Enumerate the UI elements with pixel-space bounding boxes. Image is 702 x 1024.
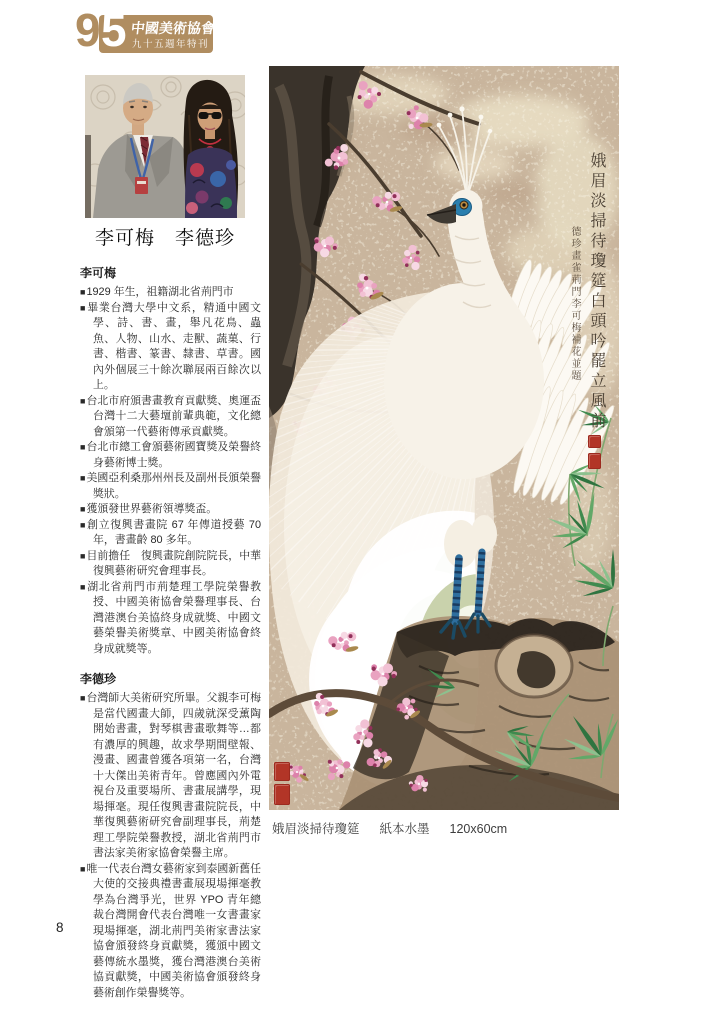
bullet-icon: ■ <box>80 693 86 703</box>
bio-item <box>80 580 261 658</box>
masthead-org-name: 中國美術協會 <box>130 22 216 37</box>
bio-item <box>80 549 261 580</box>
artist-seal <box>588 435 601 448</box>
artwork-caption <box>272 819 507 837</box>
bullet-icon: ■ <box>80 473 86 483</box>
bio-item <box>80 440 261 471</box>
bio-sections <box>80 264 261 1001</box>
bio-item-text: 獲頒發世界藝術領導獎盃。 <box>86 503 218 515</box>
bio-item <box>80 691 261 862</box>
bio-item <box>80 285 261 301</box>
bullet-icon: ■ <box>80 581 87 592</box>
bio-item <box>80 502 261 518</box>
bio-item-text: 台北市府頒書畫教育貢獻獎、奧運盃台灣十二大藝壇前輩典範，文化總會頒第一代藝術傳承貢獻獎。 <box>86 394 261 438</box>
bullet-icon: ■ <box>80 550 86 561</box>
masthead-subtitle: 九十五週年特刊 <box>132 39 210 50</box>
artwork-painting <box>269 66 619 810</box>
profile-names: 李可梅 李德珍 <box>94 228 235 249</box>
bio-item-text: 台北市總工會頒藝術國寶獎及榮譽終身藝術博士獎。 <box>86 441 261 469</box>
masthead-digit-5: 5 <box>101 4 127 56</box>
bio-item <box>80 862 261 1002</box>
caption-medium: 紙本水墨 <box>379 822 430 836</box>
bio-item <box>80 471 261 502</box>
profile-photo <box>85 75 245 218</box>
bio-section-heading: 李德珍 <box>80 672 117 686</box>
bullet-icon: ■ <box>80 863 86 874</box>
inscription-main-column: 娥眉淡掃待瓊筵白頭吟罷立風前 <box>588 152 605 432</box>
bio-item-text: 創立復興書畫院 67 年傳道授藝 70 年，書畫齡 80 多年。 <box>87 518 262 546</box>
bio-item-text: 畢業台灣大學中文系，精通中國文學、詩、書、畫，舉凡花鳥、蟲魚、人物、山水、走獸、蔬菓、行書、楷書、篆書、隸書、草書。國內外個展三十餘次聯展兩百餘次以上。 <box>87 301 261 391</box>
bio-item-text: 唯一代表台灣女藝術家到泰國新舊任大使的交接典禮書畫展現場揮毫教學為台灣爭光，世界 YPO 青年總裁台灣開會代表台灣唯一女書畫家現場揮毫，湖北荊門美術家書法家協會頒發終身貢獻獎，獲頒中國文藝傳統水墨獎，獲台灣港澳台美術協貢獻獎，中國美術協會頒發終身藝術創作榮譽獎等。 <box>86 862 261 999</box>
bio-item <box>80 301 261 394</box>
bullet-icon: ■ <box>80 442 86 452</box>
bullet-icon: ■ <box>80 287 86 297</box>
corner-seal <box>274 762 290 781</box>
masthead-digit-9: 9 <box>75 4 101 56</box>
artist-seal <box>588 453 601 469</box>
bio-item <box>80 518 261 549</box>
masthead-logo <box>0 0 260 60</box>
bullet-icon: ■ <box>80 302 87 313</box>
bullet-icon: ■ <box>80 395 86 406</box>
bio-item-text: 台灣師大美術研究所畢。父親李可梅是當代國畫大師，四歲就深受薰陶開始書畫，對琴棋書畫歌舞等…都有濃厚的興趣，故求學期間壁報、漫畫、國畫曾獲各項第一名，台灣十大傑出美術青年。曾應國內外電視台及重要場所、書畫展講學，現場揮毫。現任復興書畫院院長，中華復興藝術研究會副理事長，荊楚理工學院榮譽教授，湖北省荊門市書法家美術家協會榮譽主席。 <box>86 692 261 859</box>
photo-door-edge <box>85 135 91 218</box>
bio-item-text: 湖北省荊門市荊楚理工學院榮譽教授、中國美術協會榮譽理事長、台灣港澳台美協終身成就獎、中國文藝榮譽美術獎章、中國美術協會終身成就獎等。 <box>87 580 261 655</box>
inscription-side-column: 德珍畫雀荊門李可梅補花並題 <box>569 226 580 382</box>
corner-seal <box>274 784 290 805</box>
page-number: 8 <box>56 920 64 935</box>
bio-section-heading: 李可梅 <box>80 266 117 280</box>
bullet-icon: ■ <box>80 504 86 514</box>
caption-title: 娥眉淡掃待瓊筵 <box>272 822 360 836</box>
peacock-painting-canvas <box>269 66 619 810</box>
bio-item-text: 美國亞利桑那州州長及副州長頒榮譽獎狀。 <box>86 472 261 500</box>
bullet-icon: ■ <box>80 519 87 530</box>
caption-size: 120x60cm <box>449 822 508 836</box>
bio-item-text: 目前擔任 復興畫院創院院長，中華復興藝術研究會理事長。 <box>86 549 261 577</box>
bio-item-text: 1929 年生，祖籍湖北省荊門市 <box>86 286 234 298</box>
bio-item <box>80 394 261 441</box>
woman-figure <box>184 80 238 218</box>
